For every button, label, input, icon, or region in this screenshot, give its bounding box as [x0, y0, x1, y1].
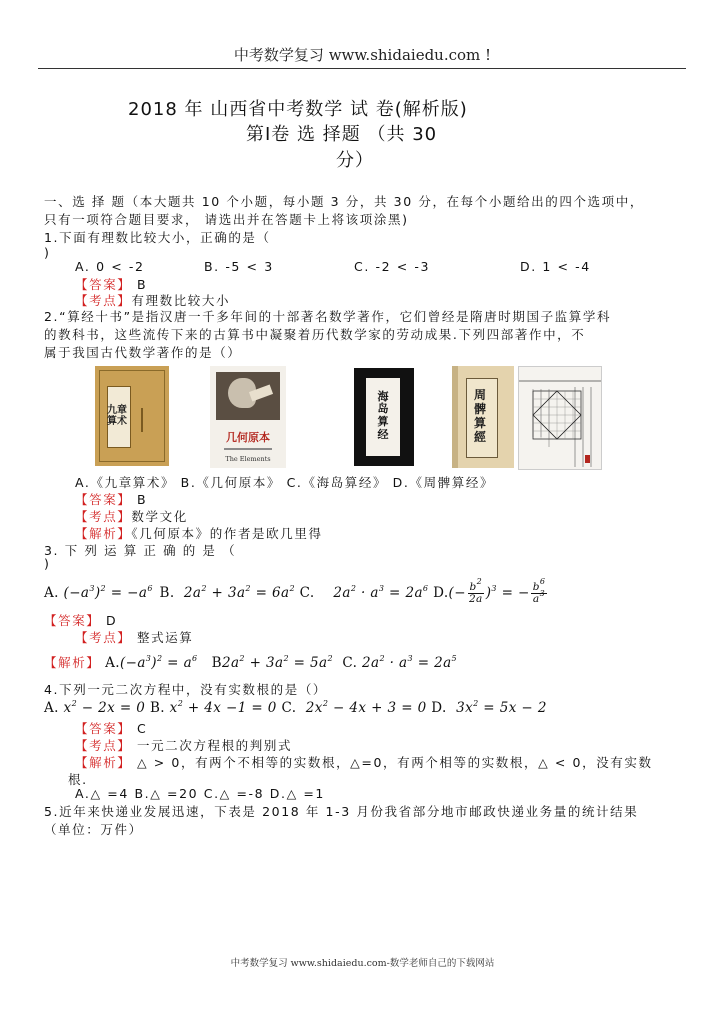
answer-label: 【答案】 — [75, 277, 132, 292]
q4-answer — [75, 719, 147, 737]
q3-answer-value: D — [105, 613, 118, 628]
q1-topic-value: 有理数比较大小 — [131, 293, 231, 308]
book-haidao-title: 海岛算经 — [377, 389, 389, 441]
q3-analysis: 【解析】 $A.(-a^3)^2 = a^6$ $B2a^2 + 3a^2 = 5a^2$ C. $2a^2 \cdot a^3 = 2a^5$ — [44, 654, 458, 671]
book-jihe-title: 几何原本 — [226, 431, 270, 444]
doc-title: 2018 年 山西省中考数学 试 卷(解析版) — [128, 99, 468, 120]
q4-analysis — [75, 753, 653, 771]
page-footer: 中考数学复习 www.shidaiedu.com-数学老师自己的下载网站 — [230, 958, 495, 969]
q2-analysis-value: 《几何原本》的作者是欧几里得 — [131, 526, 323, 541]
q1-option-d: D. 1 < -4 — [520, 259, 591, 274]
q1-stem-end: ) — [44, 245, 51, 260]
q2-topic — [75, 507, 188, 525]
q4-answer-value: C — [136, 721, 148, 736]
q5-stem-2: （单位：万件） — [44, 822, 143, 837]
q3-stem: 3. 下 列 运 算 正 确 的 是 （ — [44, 543, 237, 558]
q1-option-c: C. -2 < -3 — [354, 259, 431, 274]
topic-label: 【考点】 — [75, 293, 132, 308]
q5-stem-1: 5.近年来快递业发展迅速，下表是 2018 年 1-3 月份我省部分地市邮政快递业务量的统计结果 — [44, 804, 639, 819]
q2-options: A.《九章算术》 B.《几何原本》 C.《海岛算经》 D.《周髀算经》 — [75, 475, 495, 490]
book-jihe-yuanben-icon — [210, 366, 286, 468]
answer-label: 【答案】 — [44, 613, 101, 628]
analysis-label: 【解析】 — [44, 655, 101, 670]
topic-label: 【考点】 — [75, 738, 132, 753]
ancient-geometry-diagram-icon — [518, 366, 602, 470]
answer-label: 【答案】 — [75, 721, 132, 736]
analysis-label: 【解析】 — [75, 755, 132, 770]
book-haidao-icon — [354, 368, 414, 466]
q1-option-b: B. -5 < 3 — [204, 259, 274, 274]
page-header: 中考数学复习 www.shidaiedu.com ! — [233, 46, 492, 64]
q3-stem-end: ) — [44, 556, 51, 571]
book-zhoubi-icon — [452, 366, 514, 468]
q4-stem: 4.下列一元二次方程中，没有实数根的是（） — [44, 682, 328, 697]
topic-label: 【考点】 — [75, 509, 132, 524]
header-divider — [38, 68, 686, 69]
book-jihe-subtitle: The Elements — [225, 455, 271, 463]
q4-topic-value: 一元二次方程根的判别式 — [136, 738, 293, 753]
q2-stem-2: 的教科书，这些流传下来的古算书中凝聚着历代数学家的劳动成果.下列四部著作中，不 — [44, 327, 586, 342]
analysis-label: 【解析】 — [75, 526, 132, 541]
book-jiuzhang-icon — [95, 366, 169, 466]
q3-topic — [75, 628, 193, 646]
q1-answer-value: B — [136, 277, 148, 292]
q4-analysis-cont: 根. — [68, 772, 88, 787]
q4-delta-options: A.△ =4 B.△ =20 C.△ =-8 D.△ =1 — [75, 786, 325, 801]
q2-analysis — [75, 524, 323, 542]
book-zhoubi-title: 周髀算經 — [474, 388, 487, 444]
topic-label: 【考点】 — [75, 630, 132, 645]
intro-line-2: 只有一项符合题目要求， 请选出并在答题卡上将该项涂黑) — [44, 212, 409, 227]
q3-options: A. $(-a^3)^2 = -a^6$ B. $2a^2 + 3a^2 = 6a^2$ C. $2a^2 \cdot a^3 = 2a^6$ D.(− $\frac{b^2}{2a}$ )$^3$ = − $\frac{b^6}{a^3}$ — [44, 577, 546, 606]
q3-answer — [44, 611, 117, 629]
doc-section-title-cont: 分） — [336, 150, 374, 171]
book-jiuzhang-title: 九章算术 — [107, 405, 127, 427]
q1-stem: 1.下面有理数比较大小，正确的是（ — [44, 230, 271, 245]
q4-topic — [75, 736, 292, 754]
q4-options: A. $x^2 - 2x = 0$ B. $x^2 + 4x -1 = 0$ C. $2x^2 - 4x + 3 = 0$ D. $3x^2 = 5x - 2$ — [44, 699, 547, 716]
q3-topic-value: 整式运算 — [136, 630, 194, 645]
q2-stem-3: 属于我国古代数学著作的是（） — [44, 345, 242, 360]
q1-option-a: A. 0 < -2 — [75, 259, 145, 274]
doc-section-title: 第Ⅰ卷 选 择题 （共 30 — [246, 124, 438, 145]
intro-line-1: 一、选 择 题（本大题共 10 个小题，每小题 3 分，共 30 分，在每个小题给出的四个选项中， — [44, 194, 644, 209]
q2-topic-value: 数学文化 — [131, 509, 188, 524]
q2-stem-1: 2.“算经十书”是指汉唐一千多年间的十部著名数学著作，它们曾经是隋唐时期国子监算学科 — [44, 309, 612, 324]
q2-answer — [75, 490, 147, 508]
answer-label: 【答案】 — [75, 492, 132, 507]
q2-answer-value: B — [136, 492, 148, 507]
q4-analysis-value: △ > 0，有两个不相等的实数根，△=0，有两个相等的实数根，△ < 0，没有实数 — [136, 755, 653, 770]
